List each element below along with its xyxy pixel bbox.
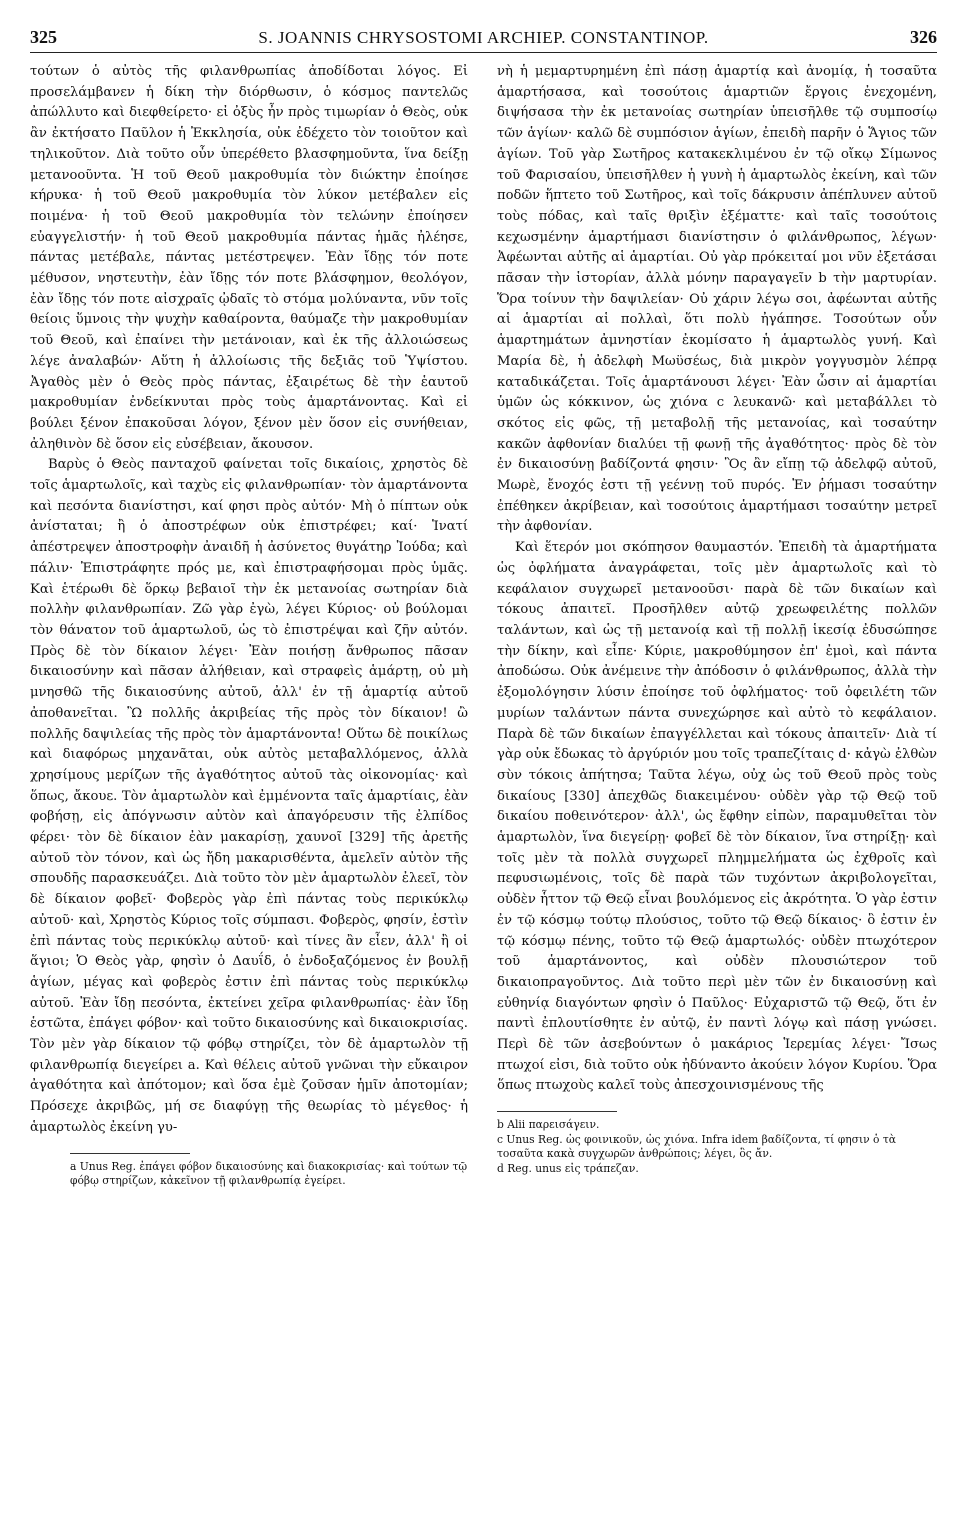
running-header [30,18,937,53]
left-paragraph-1: τούτων ὁ αὐτὸς τῆς φιλανθρωπίας ἀποδίδοται λόγος. Εἰ προσελάμβανεν ἡ δίκη τὴν διόρθωσιν, ὁ κόσμος παντελῶς ἀπώλλυτο καὶ διεφθείρετο· εἰ ὀξὺς ἦν πρὸς τιμωρίαν ὁ Θεὸς, οὐκ ἂν ἐκτήσατο Παῦλον ἡ Ἐκκλησία, οὐκ ἐδέχετο τὸν τοιοῦτον καὶ τηλικοῦτον. Διὰ τοῦτο οὖν ὑπερέθετο βλασφημοῦντα, ἵνα δείξῃ μετανοοῦντα. Ἡ τοῦ Θεοῦ μακροθυμία τὸν διώκτην ἐποίησε κήρυκα· ἡ τοῦ Θεοῦ μακροθυμία τὸν λύκον μετέβαλεν εἰς ποιμένα· ἡ τοῦ Θεοῦ μακροθυμία τὸν τελώνην ἐποίησεν εὐαγγελιστήν· ἡ τοῦ Θεοῦ μακροθυμία πάντας ἡμᾶς ἠλέησε, πάντας μετέβαλε, πάντας μετέστρεψεν. Ἐὰν ἴδῃς τόν ποτε μέθυσον, νηστευτὴν, ἐὰν ἴδῃς τόν ποτε βλάσφημον, θεολόγον, ἐὰν ἴδῃς τόν ποτε αἰσχραῖς ᾠδαῖς τὸ στόμα μολύναντα, νῦν τοῖς θείοις ὕμνοις τὴν ψυχὴν καθαίροντα, θαύμαζε τὴν μακροθυμίαν τοῦ Θεοῦ, καὶ ἐπαίνει τὴν μετάνοιαν, καὶ ἐκ τῆς ἀλλοιώσεως λέγε ἀναλαβών· Αὕτη ἡ ἀλλοίωσις τῆς δεξιᾶς τοῦ Ὑψίστου. Ἀγαθὸς μὲν ὁ Θεὸς πρὸς πάντας, ἐξαιρέτως δὲ τὴν ἑαυτοῦ μακροθυμίαν ἐνδείκνυται πρὸς τοὺς ἁμαρτάνοντας. Καὶ εἰ βούλει ξένον ἐπακοῦσαι λόγον, ξένον μὲν ὅσον εἰς συνήθειαν, ἀληθινὸν δὲ ὅσον εἰς εὐσέβειαν, ἄκουσον. [30,64,468,452]
footnote-b: b Alii παρεισάγειν. [497,1118,600,1132]
footnote-rule [70,1153,190,1154]
footnote-a: a Unus Reg. ἐπάγει φόβον δικαιοσύνης καὶ διακοκρισίας· καὶ τούτων τῷ φόβῳ στηρίζων, κἀκεῖνον τῇ φιλανθρωπίᾳ ἐγείρει. [70,1159,468,1188]
left-paragraph-2: Βαρὺς ὁ Θεὸς πανταχοῦ φαίνεται τοῖς δικαίοις, χρηστὸς δὲ τοῖς ἁμαρτωλοῖς, καὶ ταχὺς εἰς φιλανθρωπίαν· τὸν ἁμαρτάνοντα καὶ πεσόντα διανίστησι, καί φησι πρὸς αὐτόν· Μὴ ὁ πίπτων οὐκ ἀνίσταται; ἢ ὁ ἀποστρέφων οὐκ ἐπιστρέφει; καί· Ἱνατί ἀπέστρεψεν ἀποστροφὴν ἀναιδῆ ἡ ἀσύνετος θυγάτηρ Ἰούδα; καὶ πάλιν· Ἐπιστράφητε πρός με, καὶ ἐπιστραφήσομαι πρὸς ὑμᾶς. Καὶ ἑτέρωθι δὲ ὅρκῳ βεβαιοῖ τὴν ἐκ μετανοίας σωτηρίαν διὰ πολλὴν φιλανθρωπίαν. Ζῶ γὰρ ἐγὼ, λέγει Κύριος· οὐ βούλομαι τὸν θάνατον τοῦ ἁμαρτωλοῦ, ὡς τὸ ἐπιστρέψαι καὶ ζῆν αὐτόν. Πρὸς δὲ τὸν δίκαιον λέγει· Ἐὰν ποιήσῃ ἄνθρωπος πᾶσαν δικαιοσύνην καὶ πᾶσαν ἀλήθειαν, καὶ στραφεὶς ἁμάρτῃ, οὐ μὴ μνησθῶ τῆς δικαιοσύνης αὐτοῦ, ἀλλ' ἐν τῇ ἁμαρτίᾳ αὐτοῦ ἀποθανεῖται. Ὢ πολλῆς ἀκριβείας τῆς πρὸς τὸν δίκαιον! ὢ πολλῆς δαψιλείας τῆς πρὸς τὸν ἁμαρτάνοντα! Οὕτω δὲ ποικίλως καὶ διαφόρως μηχανᾶται, οὐκ αὐτὸς μεταβαλλόμενος, ἀλλὰ χρησίμους μερίζων τῆς ἀγαθότητος αὐτοῦ τὰς οἰκονομίας· καὶ ὅπως, ἄκουε. Τὸν ἁμαρτωλὸν καὶ ἐμμένοντα ταῖς ἁμαρτίαις, ἐὰν φοβήσῃ, εἰς ἀπόγνωσιν αὐτὸν καὶ ἀπαγόρευσιν τῆς ἐλπίδος φέρει· τὸν δὲ δίκαιον ἐὰν μακαρίσῃ, χαυνοῖ [329] τῆς ἀρετῆς αὐτοῦ τὸν τόνον, καὶ ὡς ἤδη μακαρισθέντα, ἀμελεῖν αὐτὸν τῆς σπουδῆς παρασκευάζει. Διὰ τοῦτο τὸν μὲν ἁμαρτωλὸν ἐλεεῖ, τὸν δὲ δίκαιον φοβεῖ· Φοβερὸς γὰρ ἐπὶ πάντας τοὺς περικύκλῳ αὐτοῦ· καὶ, Χρηστὸς Κύριος τοῖς σύμπασι. Φοβερὸς, φησίν, ἐστὶν ἐπὶ πάντας τοὺς περικύκλῳ αὐτοῦ· καὶ τίνες ἂν εἶεν, ἀλλ' ἢ οἱ ἅγιοι; Ὁ Θεὸς γὰρ, φησὶν ὁ Δαυΐδ, ὁ ἐνδοξαζόμενος ἐν βουλῇ ἁγίων, μέγας καὶ φοβερὸς ἐστιν ἐπὶ πάντας τοὺς περικύκλῳ αὐτοῦ. Ἐὰν ἴδῃ πεσόντα, ἐκτείνει χεῖρα φιλανθρωπίας· ἐὰν ἴδῃ ἑστῶτα, ἐπάγει φόβον· καὶ τοῦτο δικαιοσύνης καὶ δικαιοκρισίας. Τὸν μὲν γὰρ δίκαιον τῷ φόβῳ στηρίζει, τὸν δὲ ἁμαρτωλὸν τῇ φιλανθρωπίᾳ διεγείρει a. Καὶ θέλεις αὐτοῦ γνῶναι τὴν εὔκαιρον ἀγαθότητα καὶ ἀπότομον; καὶ ὅσα ἐμὲ ζοῦσαν ἡμῖν ἀποτομίαν; Πρόσεχε ἀκριβῶς, μή σε διαφύγῃ τῆς θεωρίας τὸ μέγεθος· ἡ ἁμαρτωλὸς ἐκείνη γυ- [30,457,468,1135]
footnote-rule [497,1111,617,1112]
footnote-d: d Reg. unus εἰς τράπεζαν. [497,1161,639,1175]
left-footnotes [30,1160,468,1189]
page-number-left: 325 [30,27,57,47]
left-column [30,62,468,1189]
right-footnotes [497,1118,937,1176]
right-column [497,62,937,1176]
footnote-c: c Unus Reg. ὡς φοινικοῦν, ὡς χιόνα. Infra idem βαδίζοντα, τί φησιν ὁ τὰ τοσαῦτα κακὰ συγχωρῶν ἀνθρώποις; λέγει, ὃς ἄν. [497,1132,897,1161]
right-paragraph-1: νὴ ἡ μεμαρτυρημένη ἐπὶ πάσῃ ἁμαρτίᾳ καὶ ἀνομίᾳ, ἡ τοσαῦτα ἁμαρτήσασα, καὶ τοσούτοις ἁμαρτιῶν ἔργοις ἐνεχομένη, διψήσασα τὴν ἐκ μετανοίας σωτηρίαν ὑπεισῆλθε τῷ συμποσίῳ τῶν ἁγίων· καλῶ δὲ συμπόσιον ἁγίων, ἐπειδὴ παρῆν ὁ Ἅγιος τῶν ἁγίων. Τοῦ γὰρ Σωτῆρος κατακεκλιμένου ἐν τῷ οἴκῳ Σίμωνος τοῦ Φαρισαίου, ὑπεισῆλθεν ἡ γυνὴ ἡ ἁμαρτωλὸς ἐκείνη, καὶ τῶν ποδῶν ἥπτετο τοῦ Σωτῆρος, καὶ τοῖς δάκρυσιν ἀπέπλυνεν αὐτοῦ τοὺς πόδας, καὶ ταῖς θριξὶν ἐξέματτε· καὶ ταῖς τοσούτοις κεχωσμένην ἁμαρτήμασι διανίστησιν ὁ φιλάνθρωπος, λέγων· Ἀφέωνται αὐτῆς αἱ ἁμαρτίαι. Οὐ γὰρ πρόκειταί μοι νῦν ἐξετάσαι πᾶσαν τὴν ἱστορίαν, ἀλλὰ μόνην παραγαγεῖν b τὴν μαρτυρίαν. Ὅρα τοίνυν τὴν δαψιλείαν· Οὐ χάριν λέγω σοι, ἀφέωνται αὐτῆς αἱ ἁμαρτίαι αἱ πολλαὶ, ὅτι πολὺ ἠγάπησε. Τοσούτων οὖν ἁμαρτημάτων ἀμνηστίαν ἐκομίσατο ἡ ἁμαρτωλὸς γυνή. Καὶ Μαρία δὲ, ἡ ἀδελφὴ Μωϋσέως, διὰ μικρὸν γογγυσμὸν λέπρᾳ καταδικάζεται. Τοῖς ἁμαρτάνουσι λέγει· Ἐὰν ὦσιν αἱ ἁμαρτίαι ὑμῶν ὡς κόκκινον, ὡς χιόνα c λευκανῶ· καὶ μεταβάλλει τὸ σκότος εἰς φῶς, τῇ μεταβολῇ τῆς μετανοίας, καὶ τοσαύτην κακῶν ἀφθονίαν διαλύει τῇ φωνῇ τῆς ἀγαθότητος· πρὸς δὲ τὸν ἐν δικαιοσύνῃ βαδίζοντά φησιν· Ὃς ἂν εἴπῃ τῷ ἀδελφῷ αὐτοῦ, Μωρὲ, ἔνοχός ἐστι τῇ γεέννῃ τοῦ πυρός. Ἐν ῥήμασι τοσαύτην ἐπέθηκεν ἀκρίβειαν, καὶ τοσούτοις ἁμαρτήμασι τοσαύτην μετρεῖ τὴν ἀφθονίαν. [497,64,937,535]
page-number-right: 326 [910,27,937,47]
running-title: S. JOANNIS CHRYSOSTOMI ARCHIEP. CONSTANTINOP. [258,28,709,47]
right-paragraph-2: Καὶ ἕτερόν μοι σκόπησον θαυμαστόν. Ἐπειδὴ τὰ ἁμαρτήματα ὡς ὀφλήματα ἀναγράφεται, τοῖς μὲν ἁμαρτωλοῖς καὶ τὸ κεφάλαιον συγχωρεῖ μετανοοῦσι· παρὰ δὲ τῶν δικαίων καὶ τόκους ἀπαιτεῖ. Προσῆλθεν αὐτῷ χρεωφειλέτης πολλῶν ταλάντων, καὶ ὡς τῇ μετανοίᾳ καὶ τῇ πολλῇ ἱκεσίᾳ ἐδυσώπησε τὴν δίκην, καὶ εἶπε· Κύριε, μακροθύμησον ἐπ' ἐμοὶ, καὶ πάντα ἀποδώσω. Οὐκ ἀνέμεινε τὴν ἀπόδοσιν ὁ φιλάνθρωπος, ἀλλὰ τὴν ἐξομολόγησιν λύσιν ἐποίησε τοῦ ὀφλήματος· τοῦ ὀφειλέτη τῶν μυρίων ταλάντων πάντα συνεχώρησε καὶ αὐτὸ τὸ κεφάλαιον. Παρὰ δὲ τῶν δικαίων ἐπαγγέλλεται καὶ τόκους ἀπαιτεῖν· Διὰ τί γὰρ οὐκ ἔδωκας τὸ ἀργύριόν μου τοῖς τραπεζίταις d· κἀγὼ ἐλθὼν σὺν τόκοις ἀπήτησα; Ταῦτα λέγω, οὐχ ὡς τοῦ Θεοῦ πρὸς τοὺς δικαίους [330] ἀπεχθῶς διακειμένου· οὐδὲν γὰρ τῷ Θεῷ τοῦ δικαίου ποθεινότερον· ἀλλ', ὡς ἔφθην εἰπὼν, παραμυθεῖται τὸν ἁμαρτωλὸν, ἵνα διεγείρῃ· φοβεῖ δὲ τὸν δίκαιον, ἵνα στηρίξῃ· καὶ τοῖς μὲν τὰ πολλὰ συγχωρεῖ πλημμελήματα ὡς ἐχθροῖς καὶ πεφυσιωμένοις, τοῖς δὲ παρὰ τῶν τυχόντων ἀκριβολογεῖται, οὐδὲν ἧττον τῷ Θεῷ εἶναι βουλόμενος εἰς ἀκρότητα. Ὁ γὰρ ἐστιν ἐν τῷ κόσμῳ τούτῳ πλούσιος, τοῦτο τῷ Θεῷ δίκαιος· ὃ ἐστιν ἐν τῷ κόσμῳ πένης, τοῦτο τῷ Θεῷ ἁμαρτωλός· οὐδὲν πτωχότερον τοῦ ἁμαρτάνοντος, καὶ οὐδὲν πλουσιώτερον τοῦ δικαιοπραγοῦντος. Διὰ τοῦτο περὶ μὲν τῶν ἐν δικαιοσύνῃ καὶ εὐθηνίᾳ διαγόντων φησὶν ὁ Παῦλος· Εὐχαριστῶ τῷ Θεῷ, ὅτι ἐν παντὶ ἐπλουτίσθητε ἐν αὐτῷ, ἐν παντὶ λόγῳ καὶ πάσῃ γνώσει. Περὶ δὲ τῶν ἀσεβούντων ὁ μακάριος Ἱερεμίας λέγει· Ἴσως πτωχοί εἰσι, διὰ τοῦτο οὐκ ἠδύναντο ἀκούειν λόγον Κυρίου. Ὅρα ὅπως πτωχοὺς καλεῖ τοὺς ἀπεσχοινισμένους τῆς [497,540,937,1094]
